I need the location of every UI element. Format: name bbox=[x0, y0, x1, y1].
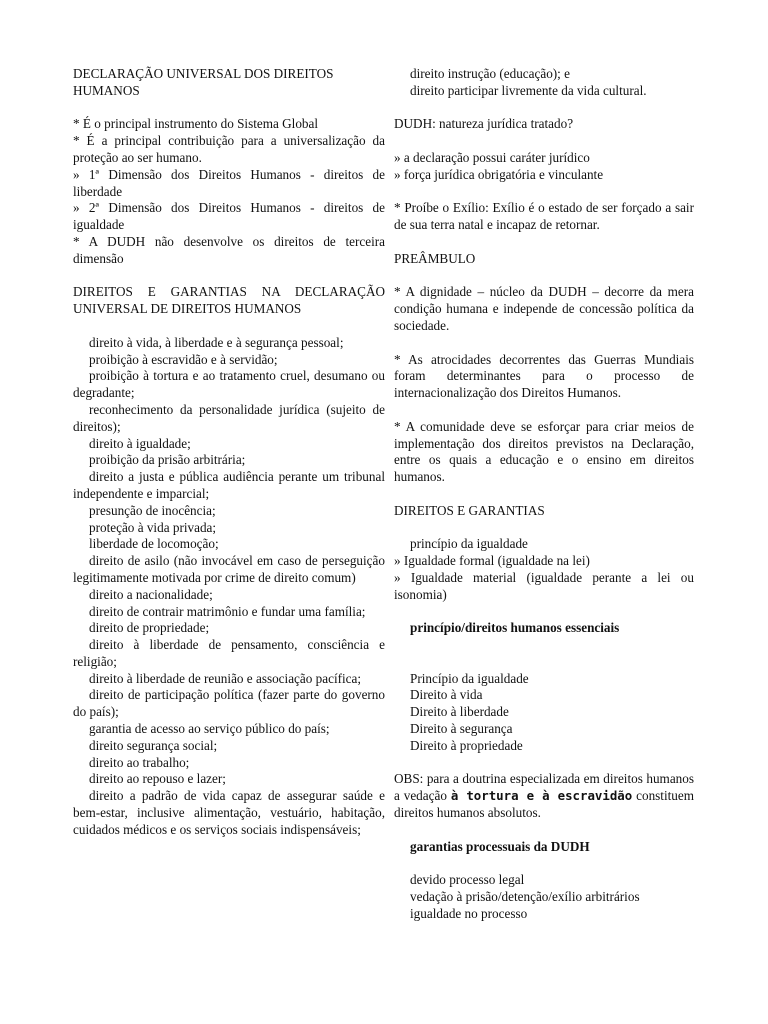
right-item: proteção à vida privada; bbox=[89, 519, 217, 535]
intro-line: * É o principal instrumento do Sistema Global bbox=[73, 116, 319, 132]
exile-note: * Proíbe o Exílio: Exílio é o estado de ser forçado a sair de sua terra natal e incapaz de retornar. bbox=[394, 200, 694, 233]
section-title: DIREITOS E GARANTIAS NA DECLARAÇÃO UNIVERSAL DE DIREITOS HUMANOS bbox=[73, 284, 385, 317]
right-item: garantia de acesso ao serviço público do país; bbox=[89, 721, 330, 737]
intro-line: » 1ª Dimensão dos Direitos Humanos - direitos de liberdade bbox=[73, 166, 385, 199]
right-item: proibição da prisão arbitrária; bbox=[89, 452, 246, 468]
right-column bbox=[394, 66, 694, 923]
right-item: direito à liberdade de pensamento, consciência e religião; bbox=[73, 637, 385, 669]
right-item: direito a nacionalidade; bbox=[89, 586, 213, 602]
obs-emphasis: à tortura e à escravidão bbox=[450, 788, 633, 804]
essential-right-item: Direito à propriedade bbox=[410, 737, 523, 753]
left-column bbox=[73, 66, 385, 839]
right-item: direito a justa e pública audiência perante um tribunal independente e imparcial; bbox=[73, 469, 385, 501]
right-item: proibição à tortura e ao tratamento cruel, desumano ou degradante; bbox=[73, 368, 385, 401]
right-item: direito de participação política (fazer parte do governo do país); bbox=[73, 687, 385, 720]
obs-text: OBS: para a doutrina especializada em direitos humanos a vedação bbox=[394, 771, 694, 804]
right-item: direito de propriedade; bbox=[89, 620, 210, 636]
right-item: presunção de inocência; bbox=[89, 502, 216, 518]
right-item: direito à igualdade; bbox=[89, 435, 191, 451]
right-item: direito à liberdade de reunião e associação pacífica; bbox=[89, 670, 362, 686]
essential-right-item: Direito à segurança bbox=[410, 721, 513, 737]
right-item: reconhecimento da personalidade jurídica (sujeito de direitos); bbox=[73, 401, 385, 434]
preamble-paragraph: * A comunidade deve se esforçar para criar meios de implementação dos direitos previstos na Declaração, entre os quais a educação e o ensino em direitos humanos. bbox=[394, 418, 694, 485]
obs-note bbox=[394, 771, 694, 821]
equality-item: » Igualdade formal (igualdade na lei) bbox=[394, 553, 590, 569]
right-item: direito de asilo (não invocável em caso de perseguição legitimamente motivada por crime de direito comum) bbox=[73, 553, 385, 585]
right-item: direito à vida, à liberdade e à segurança pessoal; bbox=[89, 334, 344, 350]
rights-guarantees-title: DIREITOS E GARANTIAS bbox=[394, 502, 545, 518]
nature-answer: » força jurídica obrigatória e vinculante bbox=[394, 166, 604, 182]
preamble-paragraph: * As atrocidades decorrentes das Guerras Mundiais foram determinantes para o processo de internacionalização dos Direitos Humanos. bbox=[394, 351, 694, 401]
equality-item: » Igualdade material (igualdade perante a lei ou isonomia) bbox=[394, 569, 694, 602]
essential-rights-title: princípio/direitos humanos essenciais bbox=[410, 620, 620, 636]
right-item: liberdade de locomoção; bbox=[89, 536, 219, 552]
intro-line: * A DUDH não desenvolve os direitos de terceira dimensão bbox=[73, 233, 385, 266]
document-title: DECLARAÇÃO UNIVERSAL DOS DIREITOS HUMANOS bbox=[73, 66, 334, 98]
right-item: direito segurança social; bbox=[89, 737, 218, 753]
guarantee-item: vedação à prisão/detenção/exílio arbitrários bbox=[410, 889, 640, 905]
guarantee-item: devido processo legal bbox=[410, 872, 525, 888]
right-item: direito a padrão de vida capaz de assegurar saúde e bem-estar, inclusive alimentação, vestuário, habitação, cuidados médicos e os serviços sociais indispensáveis; bbox=[73, 788, 385, 837]
procedural-guarantees-title: garantias processuais da DUDH bbox=[410, 838, 590, 854]
right-item: direito de contrair matrimônio e fundar uma família; bbox=[89, 603, 366, 619]
nature-answer: » a declaração possui caráter jurídico bbox=[394, 149, 590, 165]
right-item: direito ao repouso e lazer; bbox=[89, 771, 226, 787]
intro-line: » 2ª Dimensão dos Direitos Humanos - direitos de igualdade bbox=[73, 200, 385, 233]
right-item: proibição à escravidão e à servidão; bbox=[89, 351, 278, 367]
essential-right-item: Direito à liberdade bbox=[410, 704, 509, 720]
guarantee-item: igualdade no processo bbox=[410, 905, 528, 921]
preamble-title: PREÂMBULO bbox=[394, 250, 476, 266]
equality-principle: princípio da igualdade bbox=[410, 536, 528, 552]
right-item: direito instrução (educação); e bbox=[410, 66, 571, 81]
essential-right-item: Direito à vida bbox=[410, 687, 483, 703]
intro-line: * É a principal contribuição para a universalização da proteção ao ser humano. bbox=[73, 133, 385, 165]
nature-question: DUDH: natureza jurídica tratado? bbox=[394, 116, 574, 132]
right-item: direito ao trabalho; bbox=[89, 754, 190, 770]
preamble-paragraph: * A dignidade – núcleo da DUDH – decorre da mera condição humana e independe de concessão política da sociedade. bbox=[394, 284, 694, 333]
right-item: direito participar livremente da vida cultural. bbox=[410, 82, 647, 98]
obs-text-end: constituem direitos humanos absolutos. bbox=[394, 788, 694, 821]
essential-right-item: Princípio da igualdade bbox=[410, 670, 529, 686]
